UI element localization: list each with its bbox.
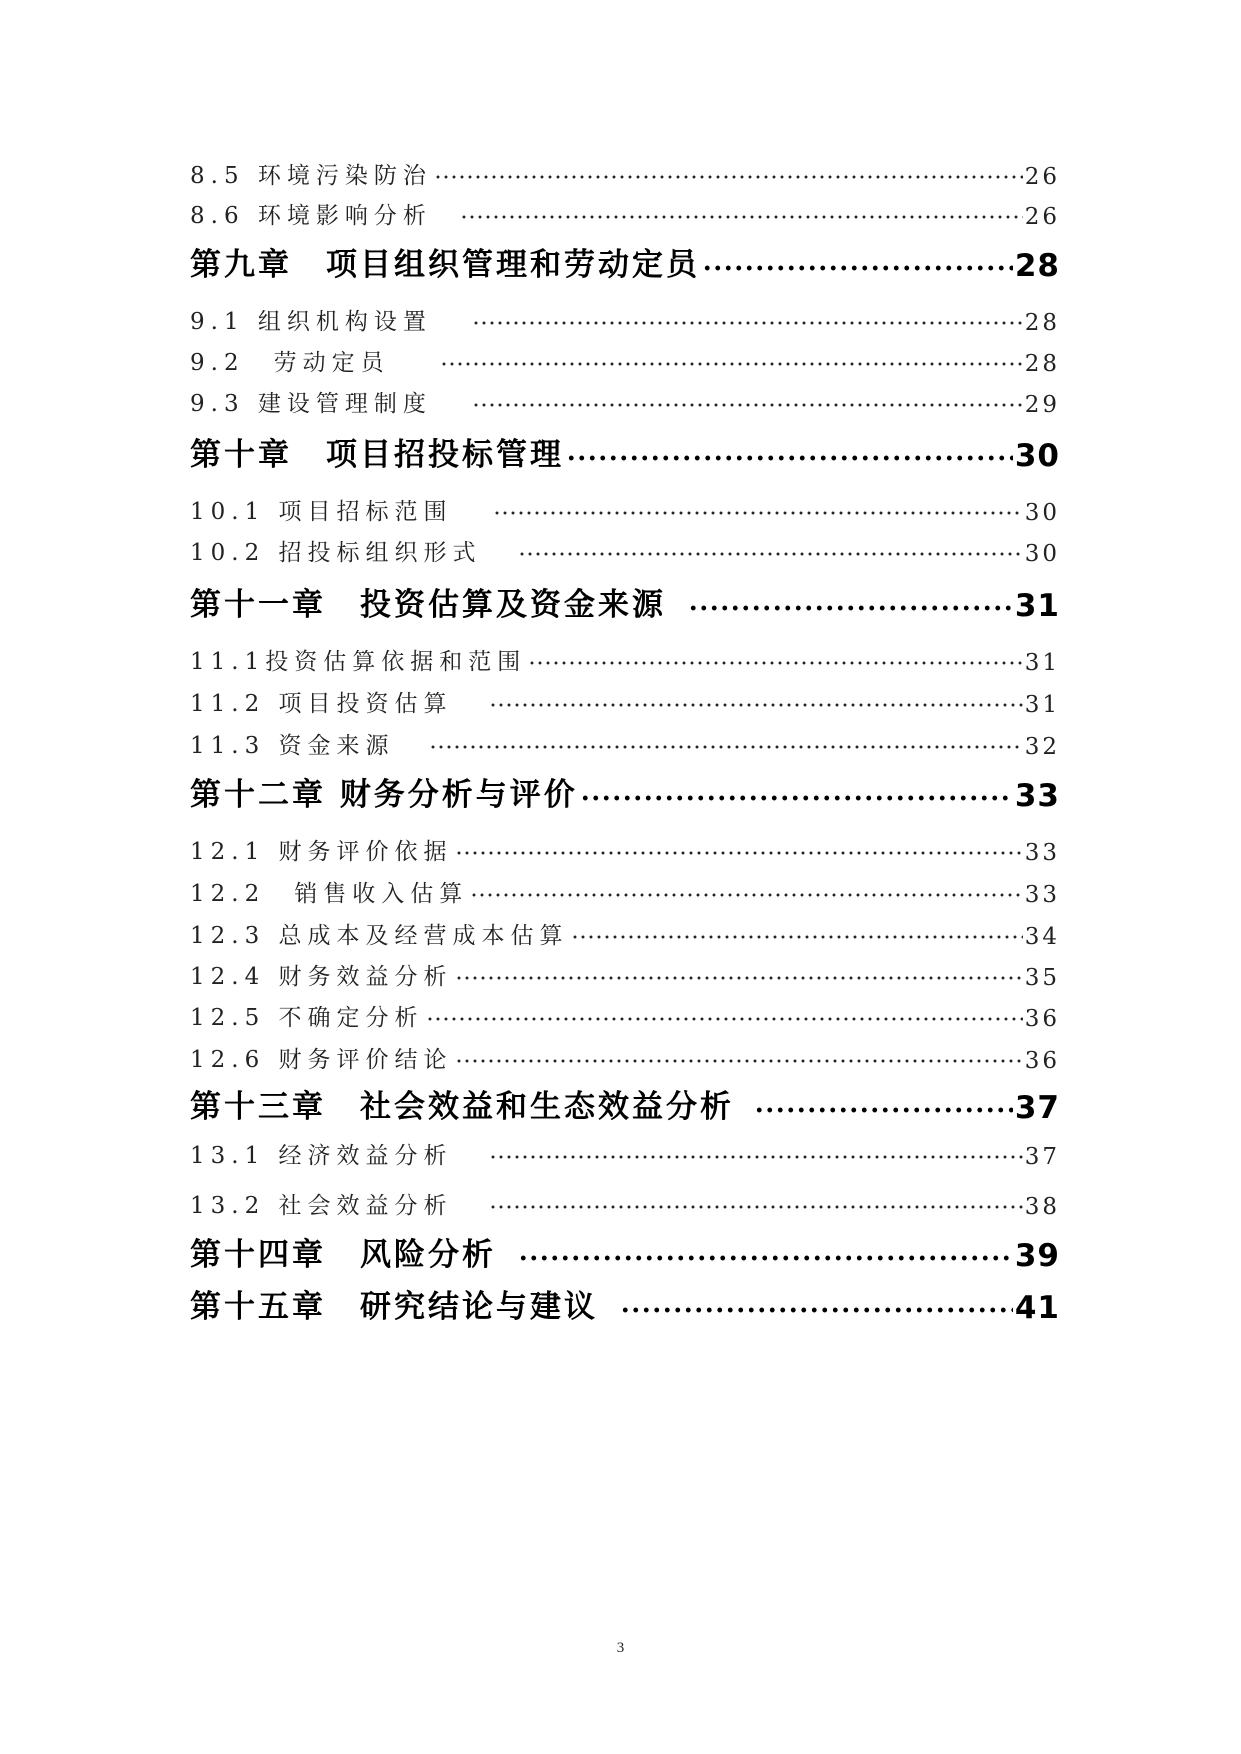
toc-entry-label: 12.1 财务评价依据 <box>190 839 453 865</box>
toc-entry-section[interactable] <box>190 388 1060 418</box>
toc-entry-page: 34 <box>1024 924 1060 950</box>
toc-entry-page: 30 <box>1024 541 1060 567</box>
toc-dot-leader <box>455 973 1023 983</box>
toc-dot-leader <box>472 318 1023 328</box>
toc-entry-label: 第十一章 投资估算及资金来源 <box>190 587 666 623</box>
toc-entry-section[interactable] <box>190 1002 1060 1032</box>
toc-entry-page: 26 <box>1024 204 1060 230</box>
toc-entry-label: 8.6 环境影响分析 <box>190 203 432 229</box>
toc-entry-section[interactable] <box>190 920 1060 950</box>
toc-dot-leader <box>489 1202 1023 1212</box>
toc-dot-leader <box>518 1253 1013 1263</box>
toc-entry-page: 28 <box>1024 310 1060 336</box>
toc-dot-leader <box>455 848 1023 858</box>
toc-entry-page: 28 <box>1024 351 1060 377</box>
toc-dot-leader <box>440 359 1023 369</box>
toc-entry-section[interactable] <box>190 836 1060 866</box>
toc-entry-label: 13.1 经济效益分析 <box>190 1143 453 1169</box>
toc-entry-page: 33 <box>1024 840 1060 866</box>
toc-entry-section[interactable] <box>190 961 1060 991</box>
toc-entry-label: 12.4 财务效益分析 <box>190 964 453 990</box>
toc-entry-chapter[interactable] <box>190 774 1060 814</box>
toc-entry-page: 36 <box>1024 1048 1060 1074</box>
toc-entry-label: 第十四章 风险分析 <box>190 1237 496 1273</box>
toc-entry-page: 31 <box>1024 650 1060 676</box>
toc-entry-page: 37 <box>1024 1144 1060 1170</box>
toc-entry-label: 10.1 项目招标范围 <box>190 499 453 525</box>
toc-dot-leader <box>489 700 1023 710</box>
toc-entry-chapter[interactable] <box>190 434 1060 474</box>
toc-entry-label: 11.2 项目投资估算 <box>190 691 453 717</box>
toc-entry-page: 38 <box>1024 1194 1060 1220</box>
toc-entry-section[interactable] <box>190 496 1060 526</box>
toc-entry-label: 9.3 建设管理制度 <box>190 391 432 417</box>
toc-entry-label: 第九章 项目组织管理和劳动定员 <box>190 247 700 283</box>
toc-entry-label: 12.3 总成本及经营成本估算 <box>190 923 569 949</box>
toc-entry-section[interactable] <box>190 878 1060 908</box>
toc-dot-leader <box>688 603 1013 613</box>
toc-entry-section[interactable] <box>190 537 1060 567</box>
toc-dot-leader <box>434 172 1023 182</box>
toc-entry-section[interactable] <box>190 306 1060 336</box>
toc-dot-leader <box>620 1305 1013 1315</box>
toc-entry-page: 33 <box>1014 778 1060 814</box>
toc-dot-leader <box>702 263 1013 273</box>
toc-entry-page: 41 <box>1014 1290 1060 1326</box>
toc-entry-label: 12.6 财务评价结论 <box>190 1047 453 1073</box>
toc-entry-section[interactable] <box>190 1044 1060 1074</box>
toc-entry-label: 第十三章 社会效益和生态效益分析 <box>190 1089 734 1125</box>
toc-dot-leader <box>528 658 1023 668</box>
toc-entry-page: 30 <box>1024 500 1060 526</box>
toc-entry-page: 31 <box>1014 588 1060 624</box>
toc-dot-leader <box>426 1014 1023 1024</box>
toc-entry-section[interactable] <box>190 1140 1060 1170</box>
toc-entry-label: 13.2 社会效益分析 <box>190 1193 453 1219</box>
toc-entry-page: 35 <box>1024 965 1060 991</box>
page-number: 3 <box>616 1640 625 1656</box>
toc-dot-leader <box>580 793 1013 803</box>
toc-entry-label: 12.2 销售收入估算 <box>190 881 469 907</box>
toc-dot-leader <box>754 1105 1013 1115</box>
toc-entry-page: 39 <box>1014 1238 1060 1274</box>
toc-dot-leader <box>470 890 1023 900</box>
toc-entry-section[interactable] <box>190 646 1060 676</box>
toc-dot-leader <box>518 549 1023 559</box>
toc-entry-page: 26 <box>1024 164 1060 190</box>
toc-entry-label: 9.2 劳动定员 <box>190 350 390 376</box>
toc-entry-label: 11.1投资估算依据和范围 <box>190 649 527 675</box>
toc-entry-chapter[interactable] <box>190 584 1060 624</box>
toc-entry-page: 33 <box>1024 882 1060 908</box>
toc-dot-leader <box>472 400 1023 410</box>
toc-entry-label: 第十五章 研究结论与建议 <box>190 1289 598 1325</box>
toc-entry-label: 11.3 资金来源 <box>190 733 395 759</box>
toc-entry-page: 30 <box>1014 438 1060 474</box>
toc-entry-section[interactable] <box>190 1190 1060 1220</box>
toc-dot-leader <box>429 742 1023 752</box>
toc-dot-leader <box>489 1152 1023 1162</box>
toc-dot-leader <box>571 932 1023 942</box>
toc-entry-page: 28 <box>1014 248 1060 284</box>
toc-entry-label: 12.5 不确定分析 <box>190 1005 424 1031</box>
toc-entry-label: 第十二章 财务分析与评价 <box>190 777 578 813</box>
toc-entry-section[interactable] <box>190 347 1060 377</box>
toc-entry-chapter[interactable] <box>190 244 1060 284</box>
toc-entry-label: 第十章 项目招投标管理 <box>190 437 564 473</box>
toc-entry-label: 8.5 环境污染防治 <box>190 163 432 189</box>
toc-entry-chapter[interactable] <box>190 1234 1060 1274</box>
toc-entry-label: 10.2 招投标组织形式 <box>190 540 482 566</box>
toc-entry-section[interactable] <box>190 688 1060 718</box>
toc-entry-label: 9.1 组织机构设置 <box>190 309 432 335</box>
toc-dot-leader <box>455 1056 1023 1066</box>
toc-entry-page: 36 <box>1024 1006 1060 1032</box>
toc-entry-section[interactable] <box>190 730 1060 760</box>
toc-entry-page: 31 <box>1024 692 1060 718</box>
toc-entry-page: 29 <box>1024 392 1060 418</box>
toc-dot-leader <box>460 212 1023 222</box>
toc-entry-section[interactable] <box>190 160 1060 190</box>
toc-entry-page: 37 <box>1014 1090 1060 1126</box>
toc-dot-leader <box>566 453 1013 463</box>
toc-entry-page: 32 <box>1024 734 1060 760</box>
toc-entry-chapter[interactable] <box>190 1286 1060 1326</box>
toc-dot-leader <box>493 508 1023 518</box>
toc-entry-chapter[interactable] <box>190 1086 1060 1126</box>
toc-entry-section[interactable] <box>190 200 1060 230</box>
